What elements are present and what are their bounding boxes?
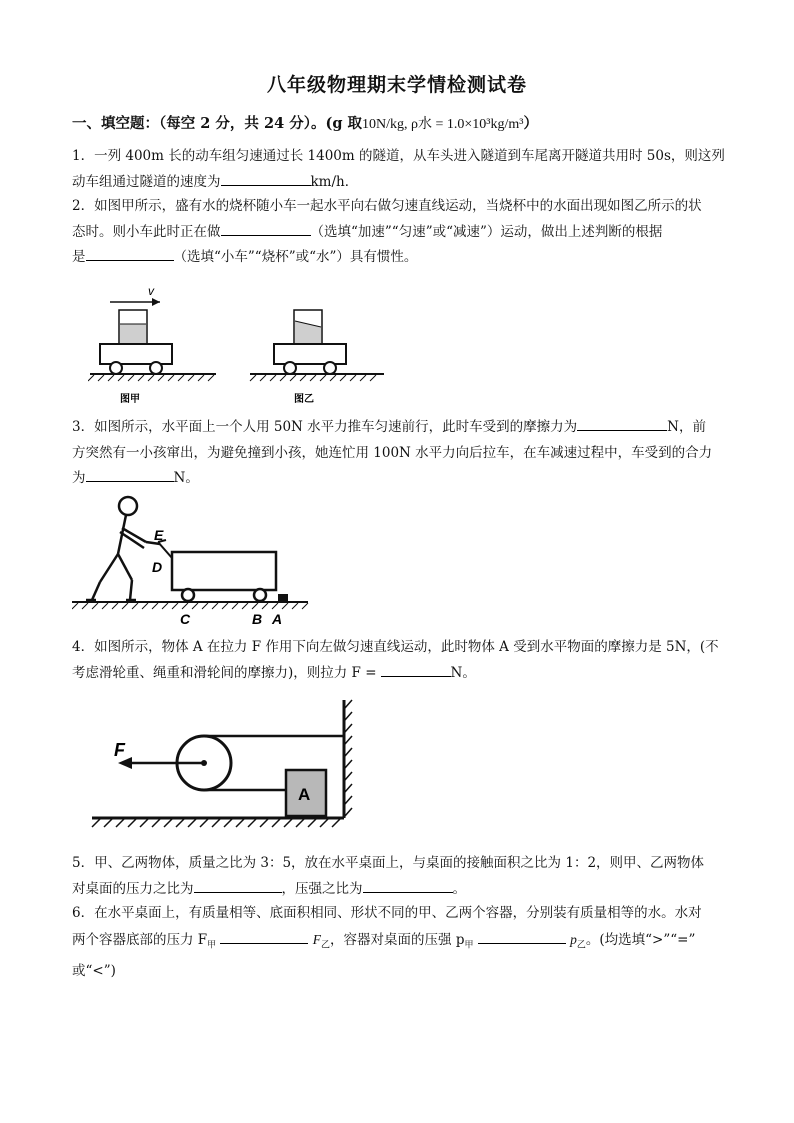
- label-d: D: [152, 559, 163, 575]
- label-a: A: [272, 611, 283, 627]
- question-3: [72, 415, 726, 492]
- q1-line2-post: km/h．: [310, 173, 359, 190]
- section-heading: [72, 112, 538, 133]
- q3-line2: 方突然有一小孩窜出，为避免撞到小孩，她连忙用 100N 水平力向后拉车，在车减速过程中，车受到的合力: [72, 444, 713, 461]
- q6-answer-blank-2[interactable]: [478, 928, 566, 944]
- q3-figure: [72, 492, 312, 628]
- q5-line2-pre: 对桌面的压力之比为: [72, 880, 194, 897]
- q3-line1: [72, 415, 726, 441]
- q6-sub-yi-1: 乙: [321, 940, 331, 951]
- q5-answer-blank-1[interactable]: [194, 877, 282, 893]
- q6-sub-yi-2: 乙: [576, 940, 586, 951]
- q5-line2: [72, 877, 726, 903]
- q6-text-c: ，容器对桌面的压强 p: [330, 931, 465, 948]
- q5-line2-mid: ，压强之比为: [281, 880, 363, 897]
- q2-answer-blank-1[interactable]: [221, 220, 311, 236]
- label-b: B: [252, 611, 263, 627]
- q6-text-d: p: [570, 931, 577, 947]
- q3-answer-blank-1[interactable]: [577, 415, 667, 431]
- q4-figure: [72, 694, 362, 842]
- q2-line3: [72, 245, 726, 271]
- q3-line3-pre: 为: [72, 470, 86, 486]
- q2-figure: [88, 280, 388, 408]
- q3-line3: [72, 466, 726, 492]
- figure-jia-caption: 图甲: [120, 394, 140, 405]
- q4-line1: 4．如图所示，物体 A 在拉力 F 作用下向左做匀速直线运动，此时物体 A 受到水平物面的摩擦力是 5N，(不: [72, 639, 719, 655]
- figure-yi-caption: 图乙: [294, 394, 314, 405]
- question-1: [72, 144, 726, 195]
- page-title: 八年级物理期末学情检测试卷: [266, 74, 527, 96]
- block-a-label: A: [298, 785, 311, 804]
- q3-line3-post: N。: [173, 470, 199, 486]
- q2-line3-pre: 是: [72, 249, 86, 265]
- q4-line2: [72, 661, 726, 687]
- q5-line1: 5．甲、乙两物体，质量之比为 3：5，放在水平桌面上，与桌面的接触面积之比为 1：2，则甲、乙两物体: [72, 855, 705, 871]
- q6-sub-jia: 甲: [207, 940, 217, 951]
- question-2: [72, 194, 726, 271]
- q1-line1: 1．一列 400m 长的动车组匀速通过长 1400m 的隧道，从车头进入隧道到车尾离开隧道共用时 50s，则这列: [72, 148, 725, 164]
- question-5: [72, 851, 726, 902]
- q4-line2-post: N。: [450, 664, 476, 681]
- q6-line3: 或“<”): [72, 962, 116, 979]
- section-constants: 10N/kg, ρ水 = 1.0×10³kg/m³: [362, 117, 524, 132]
- q6-sub-jia-2: 甲: [464, 940, 474, 951]
- q4-answer-blank[interactable]: [381, 661, 451, 677]
- q3-answer-blank-2[interactable]: [86, 466, 174, 482]
- force-f-label: F: [114, 740, 125, 760]
- q6-text-e: 。(均选填“>”“=”: [585, 931, 696, 948]
- label-e: E: [154, 527, 164, 543]
- q2-line2-pre: 态时。则小车此时正在做: [72, 223, 221, 240]
- q3-line1-pre: 3．如图所示，水平面上一个人用 50N 水平力推车匀速前行，此时车受到的摩擦力为: [72, 419, 578, 435]
- person-pushing-cart: [86, 497, 163, 600]
- q5-line2-post: 。: [452, 880, 466, 897]
- q2-line2-post: （选填“加速”“匀速”或“减速”）运动，做出上述判断的根据: [310, 223, 663, 240]
- q2-line1: 2．如图甲所示，盛有水的烧杯随小车一起水平向右做匀速直线运动，当烧杯中的水面出现如图乙所示的状: [72, 198, 702, 214]
- cart-yi: [250, 310, 384, 405]
- section-heading-text: 一、填空题：（每空 2 分，共 24 分）。(g 取: [72, 115, 363, 132]
- velocity-label: v: [148, 284, 154, 298]
- q1-line2: [72, 170, 726, 196]
- section-close: ）: [523, 115, 538, 132]
- pushcart: [158, 540, 288, 601]
- q2-line2: [72, 220, 726, 246]
- q6-answer-blank-1[interactable]: [220, 928, 308, 944]
- q1-line2-pre: 动车组通过隧道的速度为: [72, 173, 221, 190]
- q6-text-a: 两个容器底部的压力 F: [72, 931, 208, 948]
- q4-line2-pre: 考虑滑轮重、绳重和滑轮间的摩擦力)，则拉力 F =: [72, 664, 377, 681]
- q6-line1: 6．在水平桌面上，有质量相等、底面积相同、形状不同的甲、乙两个容器，分别装有质量相等的水。水对: [72, 905, 702, 921]
- q1-answer-blank[interactable]: [221, 170, 311, 186]
- q3-line1-post: N，前: [667, 419, 706, 435]
- q6-text-b: F: [312, 931, 322, 947]
- q2-line3-post: （选填“小车”“烧杯”或“水”）具有惯性。: [173, 249, 418, 265]
- q2-answer-blank-2[interactable]: [86, 245, 174, 261]
- q5-answer-blank-2[interactable]: [363, 877, 453, 893]
- cart-jia: [88, 284, 216, 405]
- label-c: C: [180, 611, 191, 627]
- question-6: [72, 901, 726, 984]
- q6-line2: [72, 927, 726, 959]
- question-4: [72, 635, 726, 686]
